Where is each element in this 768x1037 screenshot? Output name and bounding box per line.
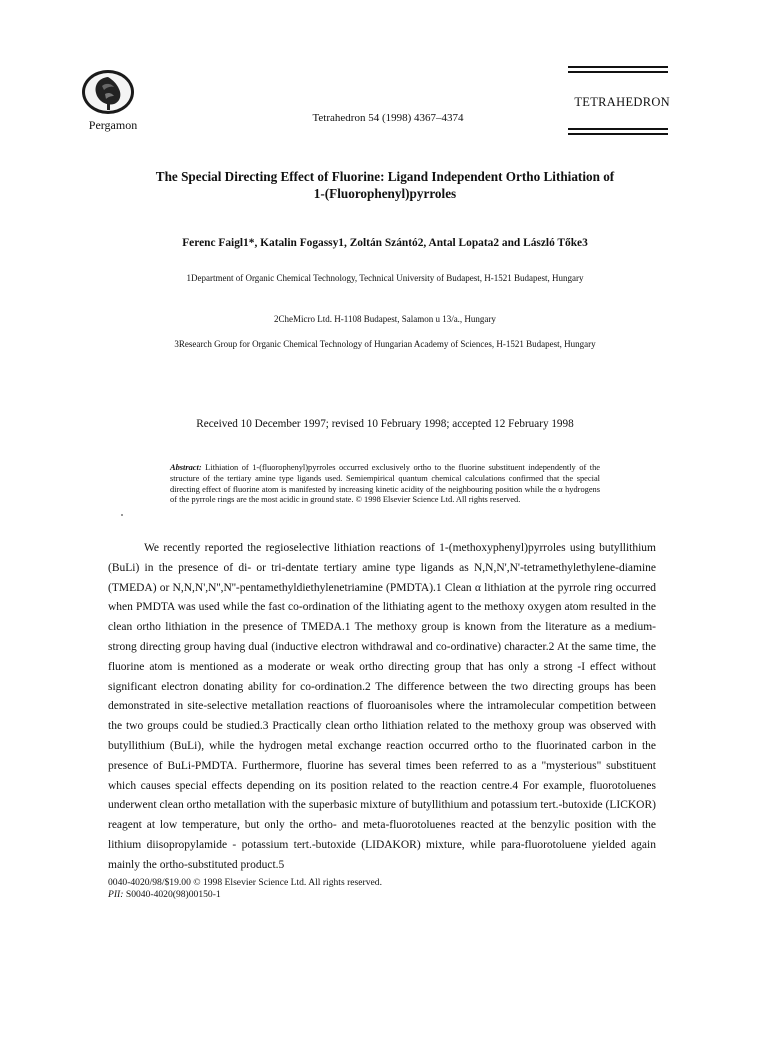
copyright-footer	[108, 877, 528, 901]
scan-speck	[121, 514, 123, 516]
article-title: The Special Directing Effect of Fluorine: Ligand Independent Ortho Lithiation of 1-(Fluorophenyl)pyrroles	[155, 169, 615, 201]
masthead-rule-top-1	[568, 66, 668, 68]
affiliation-2: 2CheMicro Ltd. H-1108 Budapest, Salamon u 13/a., Hungary	[274, 314, 496, 324]
journal-name: TETRAHEDRON	[574, 95, 670, 109]
received-dates: Received 10 December 1997; revised 10 February 1998; accepted 12 February 1998	[196, 418, 574, 430]
abstract-text: Lithiation of 1-(fluorophenyl)pyrroles occurred exclusively ortho to the fluorine substituent independently of the structure of the tertiary amine type ligands used. Semiempirical quantum chemical calculations confirmed that the special directing effect of fluorine atom is manifested by increasing kinetic acidity of the neighbouring position while the α hydrogens of the pyrrole rings are the most acidic in ground state. © 1998 Elsevier Science Ltd. All rights reserved.	[170, 463, 600, 505]
body-text	[108, 539, 656, 876]
publisher-name: Pergamon	[88, 118, 138, 132]
author-list: Ferenc Faigl1*, Katalin Fogassy1, Zoltán Szántó2, Antal Lopata2 and László Tőke3	[182, 237, 588, 249]
masthead-rule-bottom-2	[568, 133, 668, 135]
pii-value: S0040-4020(98)00150-1	[125, 889, 221, 900]
affiliation-1: 1Department of Organic Chemical Technology, Technical University of Budapest, H-1521 Budapest, Hungary	[186, 273, 584, 283]
abstract-label: Abstract:	[170, 463, 202, 472]
affiliation-3: 3Research Group for Organic Chemical Technology of Hungarian Academy of Sciences, H-1521 Budapest, Hungary	[174, 339, 596, 349]
journal-citation: Tetrahedron 54 (1998) 4367–4374	[312, 112, 464, 124]
issn-line: 0040-4020/98/$19.00 © 1998 Elsevier Science Ltd. All rights reserved.	[108, 877, 382, 888]
elsevier-tree-logo-icon	[80, 68, 136, 116]
pii-line	[108, 889, 528, 901]
masthead-rule-bottom-1	[568, 128, 668, 130]
pii-label: PII:	[108, 889, 124, 900]
abstract	[170, 463, 600, 506]
masthead-rule-top-2	[568, 71, 668, 73]
body-paragraph: We recently reported the regioselective lithiation reactions of 1-(methoxyphenyl)pyrroles using butyllithium (BuLi) in the presence of di- or tri-dentate tertiary amine type ligands as N,N,N',N'-tetramethylethylene-diamine (TMEDA) or N,N,N',N'',N''-pentamethyldiethylenetriamine (PMDTA).1 Clean α lithiation at the pyrrole ring occurred when PMDTA was used while the fast co-ordination of the lithiating agent to the methoxy oxygen atom resulted in the clean ortho lithiation in the presence of TMEDA.1 The methoxy group is known from the literature as a medium-strong directing group having dual (inductive electron withdrawal and co-ordinative) character.2 At the same time, the fluorine atom is mentioned as a moderate or weak ortho directing group that has only a strong -I effect without significant electron donating ability for co-ordination.2 The difference between the two directing groups has been demonstrated in site-selective metallation reactions of fluoroanisoles where the intramolecular competition between the two groups could be studied.3 Practically clean ortho lithiation related to the methoxy group was observed with butyllithium (BuLi), while the hydrogen metal exchange reaction occurred ortho to the fluorinated carbon in the presence of BuLi-PMDTA. Furthermore, fluorine has several times been referred to as a "mysterious" substituent which causes special effects depending on its position related to the reaction centre.4 For example, fluorotoluenes underwent clean ortho metallation with the superbasic mixture of butyllithium and potassium tert.-butoxide (LICKOR) reagent at low temperature, but only the ortho- and meta-fluorotoluenes reacted at the benzylic position with the lithium diisopropylamide - potassium tert.-butoxide (LIDAKOR) mixture, while para-fluorotoluene yielded again mainly the ortho-substituted product.5	[108, 542, 656, 871]
